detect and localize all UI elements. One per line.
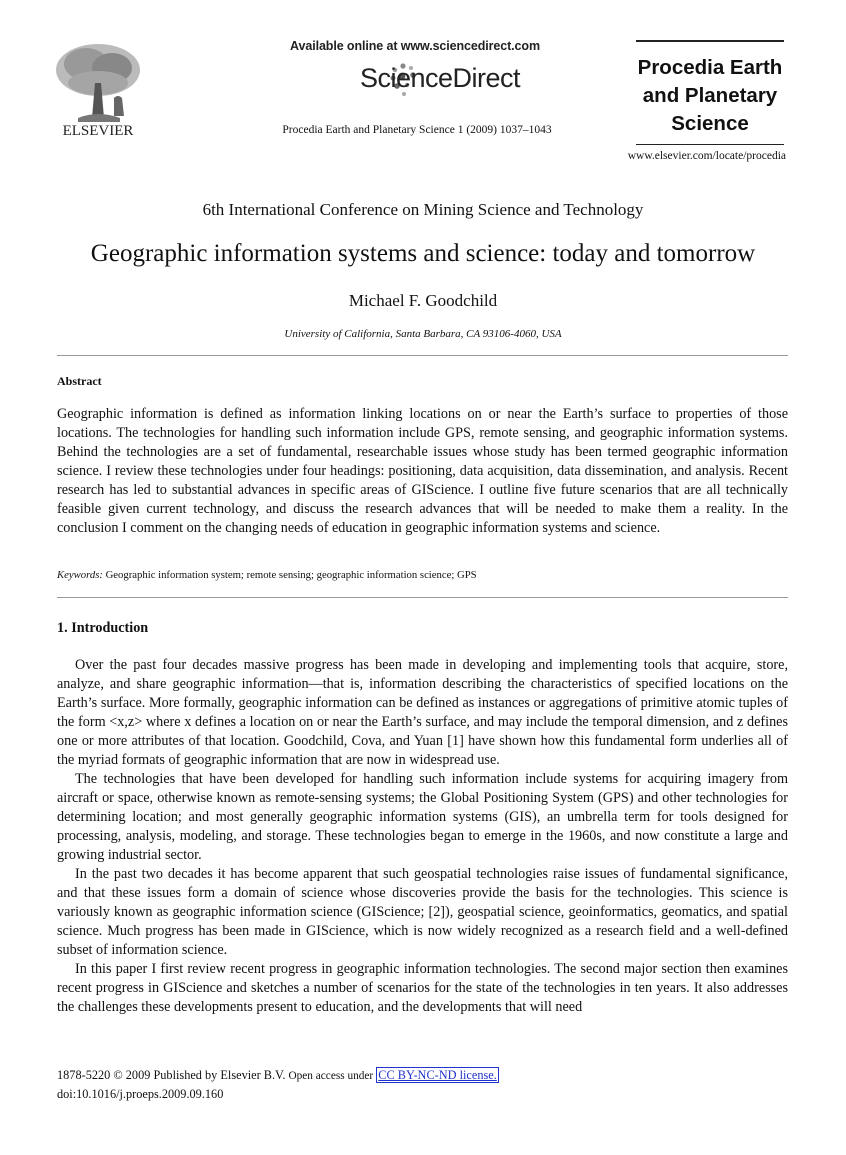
- license-link[interactable]: CC BY-NC-ND license.: [378, 1068, 497, 1082]
- journal-title-line: Science: [671, 112, 749, 135]
- keywords: [57, 569, 477, 581]
- paragraph: In the past two decades it has become apparent that such geospatial technologies raise issues of fundamental significance, and that these issues form a domain of science whose discoveries provide the basis for the technologies. This science is variously known as geographic information science (GIScience; [2]), geospatial science, geoinformatics, geomatics, and spatial science. Much progress has been made in GIScience, which is now widely recognized as a research field and a well-defined subset of information science.: [57, 866, 788, 958]
- abstract-body: Geographic information is defined as information linking locations on or near the Earth’s surface to properties of those locations. The technologies for handling such information include GPS, remote sensing, and geographic information systems. Behind the technologies are a set of fundamental, researchable issues whose study has been termed geographic information science. I review these technologies under four headings: positioning, data acquisition, data dissemination, and analysis. Recent research has led to substantial advances in specific areas of GIScience. I outline five future scenarios that are all technically feasible given current technology, and discuss the research advances that will be needed to make them a reality. In the conclusion I comment on the changing needs of education in geographic information systems and science.: [57, 406, 788, 536]
- issn-copyright: 1878-5220 © 2009 Published by Elsevier B.V.: [57, 1068, 286, 1082]
- conference-name: 6th International Conference on Mining Science and Technology: [202, 200, 644, 219]
- section-body: [57, 656, 788, 1017]
- journal-title-line: Procedia Earth: [637, 56, 783, 79]
- elsevier-tree-logo: [48, 38, 148, 138]
- keywords-label: Keywords:: [57, 569, 103, 581]
- publisher-logo-text: ELSEVIER: [62, 123, 134, 138]
- abstract-heading: Abstract: [57, 374, 102, 388]
- section-heading: 1. Introduction: [57, 620, 149, 636]
- open-access-text: Open access under: [288, 1070, 374, 1082]
- paragraph: In this paper I first review recent progress in geographic information technologies. The second major section then examines recent progress in GIScience and sketches a number of scenarios for the state of the technologies in ten years. It also addresses the challenges these developments present to education, and the developments that will need: [57, 961, 788, 1015]
- footer: [57, 1066, 499, 1103]
- author-name: Michael F. Goodchild: [348, 291, 498, 310]
- paragraph: Over the past four decades massive progress has been made in developing and implementing tools that acquire, store, analyze, and share geographic information—that is, information describing the characteristics of specified locations on the Earth’s surface. More formally, geographic information can be defined as instances or aggregations of primitive atomic tuples of the form <x,z> where x defines a location on or near the Earth’s surface, and may include the temporal dimension, and z defines one or more attributes of that location. Goodchild, Cova, and Yuan [1] have shown how this fundamental form underlies all of the myriad formats of geographic information that are now in widespread use.: [57, 657, 788, 768]
- doi: doi:10.1016/j.proeps.2009.09.160: [57, 1087, 224, 1101]
- journal-citation: Procedia Earth and Planetary Science 1 (2009) 1037–1043: [282, 124, 552, 136]
- paragraph: The technologies that have been developed for handling such information include systems for acquiring imagery from aircraft or space, otherwise known as remote-sensing systems; the Global Positioning System (GPS) and other technologies for determining location; and most generally geographic information systems (GIS), an umbrella term for tools designed for processing, analysis, modeling, and storage. These technologies began to emerge in the 1960s, and now constitute a large and growing industrial sector.: [57, 771, 788, 863]
- sciencedirect-wordmark: ScienceDirect: [360, 63, 521, 93]
- available-online-text: Available online at www.sciencedirect.com: [290, 39, 540, 53]
- paper-title: Geographic information systems and science: today and tomorrow: [90, 240, 756, 267]
- journal-title: [636, 54, 784, 138]
- keywords-list: Geographic information system; remote sensing; geographic information science; GPS: [105, 569, 477, 581]
- divider: [57, 597, 788, 598]
- author-affiliation: University of California, Santa Barbara, CA 93106-4060, USA: [284, 328, 562, 340]
- journal-title-line: and Planetary: [642, 84, 778, 107]
- journal-url-link[interactable]: www.elsevier.com/locate/procedia: [627, 150, 786, 162]
- divider: [57, 355, 788, 356]
